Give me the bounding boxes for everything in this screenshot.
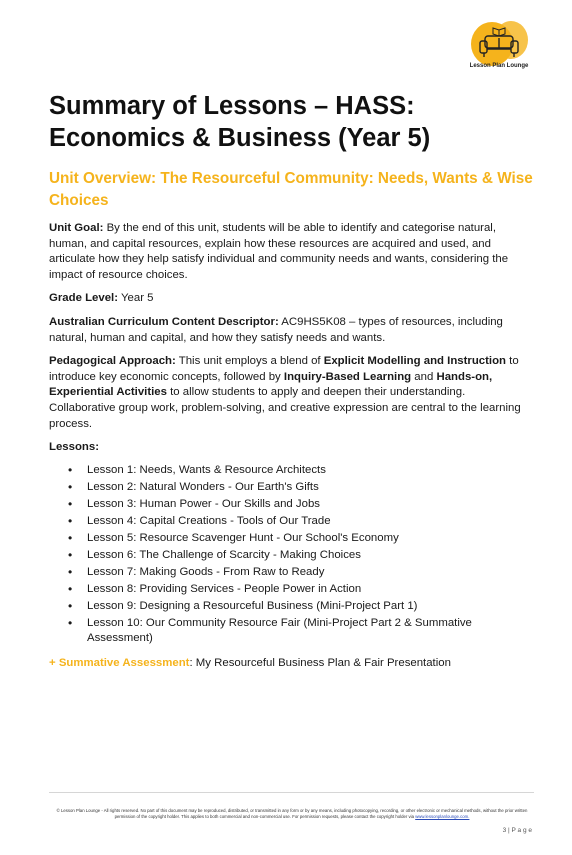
list-item: • Lesson 4: Capital Creations - Tools of Our Trade: [87, 514, 529, 530]
footer-divider: [49, 792, 534, 793]
curriculum-text: AC9HS5K08 – types of resources, including natural, human and capital, and how they satisfy needs and wants.: [49, 315, 503, 344]
copyright-text: © Lesson Plan Lounge - All rights reserved. No part of this document may be reproduced, distributed, or transmitted in any form or by any means, including photocopying, recording, or other electronic or mechanical methods, without the prior written permission of the copyright holder. This applies to both commercial and non-commercial use. For permission requests, please contact the copyright holder via: [56, 808, 528, 819]
pedagogy-bold-1: Explicit Modelling and Instruction: [323, 355, 507, 368]
curriculum-label: Australian Curriculum Content Descriptor:: [49, 315, 279, 328]
unit-goal-text: By the end of this unit, students will be able to identify and categorise natural, human, and capital resources, explain how these resources are acquired and used, and articulate how they help satisfy individual and community needs and wants, considering the impact of resource choices.: [49, 222, 509, 281]
list-item: • Lesson 7: Making Goods - From Raw to Ready: [87, 565, 529, 581]
logo-text: Lesson Plan Lounge: [469, 63, 529, 69]
list-item: • Lesson 8: Providing Services - People Power in Action: [87, 582, 529, 598]
list-item: • Lesson 10: Our Community Resource Fair (Mini-Project Part 2 & Summative Assessment): [87, 616, 529, 647]
list-item: • Lesson 6: The Challenge of Scarcity - Making Choices: [87, 548, 529, 564]
pedagogy-bold-3: Hands-on, Experiential Activities: [49, 370, 493, 399]
list-item: • Lesson 3: Human Power - Our Skills and Jobs: [87, 497, 529, 513]
list-item: • Lesson 1: Needs, Wants & Resource Architects: [87, 463, 529, 479]
pedagogy-text-2: to introduce key economic concepts, followed by: [49, 355, 519, 383]
page-number: 3 | P a g e: [502, 827, 532, 834]
lessons-list: [49, 463, 529, 647]
website-link[interactable]: www.lessonplanlounge.com.: [415, 814, 470, 819]
pedagogy-text-4: to allow students to apply and deepen their understanding. Collaborative group work, problem-solving, and creative expression are central to the learning process.: [49, 386, 521, 430]
pedagogy-text-3: and: [411, 370, 437, 383]
grade-level-label: Grade Level:: [49, 292, 119, 305]
summative-text: : My Resourceful Business Plan & Fair Presentation: [189, 656, 451, 669]
lessons-heading: Lessons:: [49, 441, 100, 454]
logo-blob-front: [471, 22, 513, 66]
main-content: [49, 221, 529, 671]
unit-overview-subtitle: Unit Overview: The Resourceful Community: Needs, Wants & Wise Choices: [49, 170, 533, 209]
summative-label: + Summative Assessment: [49, 656, 190, 669]
pedagogy-text-1: This unit employs a blend of: [175, 355, 324, 368]
summative-assessment: [49, 656, 529, 672]
list-item: • Lesson 2: Natural Wonders - Our Earth's Gifts: [87, 480, 529, 496]
grade-level-paragraph: [49, 291, 529, 307]
pedagogy-label: Pedagogical Approach:: [49, 355, 176, 368]
unit-goal-label: Unit Goal:: [49, 222, 104, 234]
pedagogy-bold-2: Inquiry-Based Learning: [283, 370, 412, 383]
pedagogy-paragraph: [49, 354, 529, 432]
grade-level-text: Year 5: [118, 292, 154, 305]
list-item: • Lesson 5: Resource Scavenger Hunt - Our School's Economy: [87, 531, 529, 547]
curriculum-paragraph: [49, 315, 529, 346]
list-item: • Lesson 9: Designing a Resourceful Business (Mini-Project Part 1): [87, 599, 529, 615]
page-title: Summary of Lessons – HASS: Economics & Business (Year 5): [49, 92, 431, 152]
unit-goal-paragraph: [49, 221, 529, 283]
copyright-footer: [52, 808, 532, 820]
